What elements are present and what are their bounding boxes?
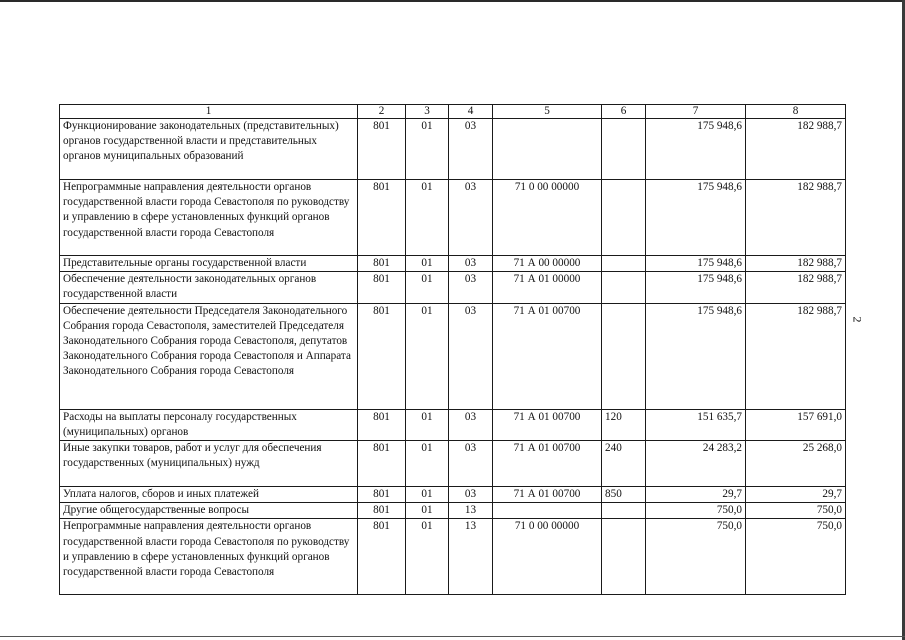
cell-expense-type: 120 <box>602 409 646 440</box>
cell-amount-year1: 750,0 <box>646 503 746 519</box>
table-row <box>60 303 846 409</box>
cell-subsection: 03 <box>449 180 493 256</box>
budget-table <box>59 104 846 595</box>
table-header-row <box>60 105 846 119</box>
table-row <box>60 441 846 487</box>
cell-amount-year1: 24 283,2 <box>646 441 746 487</box>
cell-subsection: 03 <box>449 256 493 272</box>
cell-section: 01 <box>406 119 449 180</box>
cell-ministry: 801 <box>358 272 406 303</box>
cell-amount-year1: 29,7 <box>646 487 746 503</box>
header-cell: 1 <box>60 105 358 119</box>
cell-subsection: 03 <box>449 119 493 180</box>
cell-section: 01 <box>406 272 449 303</box>
cell-ministry: 801 <box>358 409 406 440</box>
table-row <box>60 409 846 440</box>
cell-section: 01 <box>406 503 449 519</box>
cell-amount-year2: 182 988,7 <box>746 272 846 303</box>
cell-subsection: 03 <box>449 487 493 503</box>
cell-ministry: 801 <box>358 519 406 595</box>
cell-target-article: 71 А 01 00700 <box>493 303 602 409</box>
table-row <box>60 519 846 595</box>
table-row <box>60 180 846 256</box>
header-cell: 7 <box>646 105 746 119</box>
cell-amount-year2: 25 268,0 <box>746 441 846 487</box>
cell-target-article: 71 0 00 00000 <box>493 180 602 256</box>
cell-subsection: 03 <box>449 409 493 440</box>
cell-amount-year1: 175 948,6 <box>646 180 746 256</box>
cell-amount-year1: 151 635,7 <box>646 409 746 440</box>
row-name: Обеспечение деятельности законодательных органов государственной власти <box>60 272 358 303</box>
table-row <box>60 487 846 503</box>
cell-expense-type: 240 <box>602 441 646 487</box>
table-row <box>60 256 846 272</box>
cell-amount-year1: 175 948,6 <box>646 303 746 409</box>
cell-section: 01 <box>406 487 449 503</box>
cell-target-article: 71 А 01 00000 <box>493 272 602 303</box>
row-name: Обеспечение деятельности Председателя Законодательного Собрания города Севастополя, заместителей Председателя Законодательного Собрания города Севастополя, депутатов Законодательного Собрания города Севастополя и Аппарата Законодательного Собрания города Севастополя <box>60 303 358 409</box>
cell-section: 01 <box>406 441 449 487</box>
row-name: Расходы на выплаты персоналу государственных (муниципальных) органов <box>60 409 358 440</box>
cell-expense-type <box>602 503 646 519</box>
cell-amount-year2: 182 988,7 <box>746 119 846 180</box>
cell-amount-year2: 750,0 <box>746 503 846 519</box>
cell-amount-year2: 182 988,7 <box>746 180 846 256</box>
cell-target-article <box>493 119 602 180</box>
cell-expense-type <box>602 119 646 180</box>
cell-section: 01 <box>406 180 449 256</box>
cell-target-article: 71 А 01 00700 <box>493 487 602 503</box>
row-name: Другие общегосударственные вопросы <box>60 503 358 519</box>
cell-amount-year1: 175 948,6 <box>646 119 746 180</box>
cell-ministry: 801 <box>358 503 406 519</box>
cell-section: 01 <box>406 409 449 440</box>
cell-subsection: 03 <box>449 303 493 409</box>
cell-section: 01 <box>406 519 449 595</box>
cell-expense-type: 850 <box>602 487 646 503</box>
header-cell: 5 <box>493 105 602 119</box>
cell-amount-year2: 29,7 <box>746 487 846 503</box>
cell-expense-type <box>602 180 646 256</box>
cell-expense-type <box>602 272 646 303</box>
scan-edge-bottom <box>0 636 905 637</box>
header-cell: 4 <box>449 105 493 119</box>
cell-target-article: 71 А 01 00700 <box>493 409 602 440</box>
cell-target-article: 71 А 01 00700 <box>493 441 602 487</box>
cell-subsection: 03 <box>449 441 493 487</box>
row-name: Непрограммные направления деятельности органов государственной власти города Севастополя по руководству и управлению в сфере установленных функций органов государственной власти города Севастополя <box>60 180 358 256</box>
header-cell: 2 <box>358 105 406 119</box>
cell-expense-type <box>602 519 646 595</box>
cell-ministry: 801 <box>358 303 406 409</box>
cell-target-article: 71 0 00 00000 <box>493 519 602 595</box>
cell-ministry: 801 <box>358 180 406 256</box>
cell-amount-year1: 175 948,6 <box>646 272 746 303</box>
cell-ministry: 801 <box>358 256 406 272</box>
cell-section: 01 <box>406 256 449 272</box>
cell-amount-year2: 182 988,7 <box>746 256 846 272</box>
row-name: Непрограммные направления деятельности органов государственной власти города Севастополя по руководству и управлению в сфере установленных функций органов государственной власти города Севастополя <box>60 519 358 595</box>
table-row <box>60 119 846 180</box>
cell-ministry: 801 <box>358 119 406 180</box>
cell-section: 01 <box>406 303 449 409</box>
row-name: Функционирование законодательных (представительных) органов государственной власти и представительных органов муниципальных образований <box>60 119 358 180</box>
table-row <box>60 272 846 303</box>
cell-subsection: 13 <box>449 503 493 519</box>
cell-expense-type <box>602 303 646 409</box>
cell-amount-year1: 750,0 <box>646 519 746 595</box>
cell-ministry: 801 <box>358 487 406 503</box>
page-number: 2 <box>850 316 865 323</box>
cell-amount-year2: 157 691,0 <box>746 409 846 440</box>
cell-subsection: 13 <box>449 519 493 595</box>
header-cell: 6 <box>602 105 646 119</box>
cell-target-article <box>493 503 602 519</box>
row-name: Представительные органы государственной власти <box>60 256 358 272</box>
cell-target-article: 71 А 00 00000 <box>493 256 602 272</box>
cell-amount-year2: 750,0 <box>746 519 846 595</box>
scan-edge-top <box>0 0 905 2</box>
cell-ministry: 801 <box>358 441 406 487</box>
cell-subsection: 03 <box>449 272 493 303</box>
cell-expense-type <box>602 256 646 272</box>
cell-amount-year2: 182 988,7 <box>746 303 846 409</box>
table-row <box>60 503 846 519</box>
cell-amount-year1: 175 948,6 <box>646 256 746 272</box>
row-name: Уплата налогов, сборов и иных платежей <box>60 487 358 503</box>
header-cell: 3 <box>406 105 449 119</box>
header-cell: 8 <box>746 105 846 119</box>
row-name: Иные закупки товаров, работ и услуг для обеспечения государственных (муниципальных) нужд <box>60 441 358 487</box>
